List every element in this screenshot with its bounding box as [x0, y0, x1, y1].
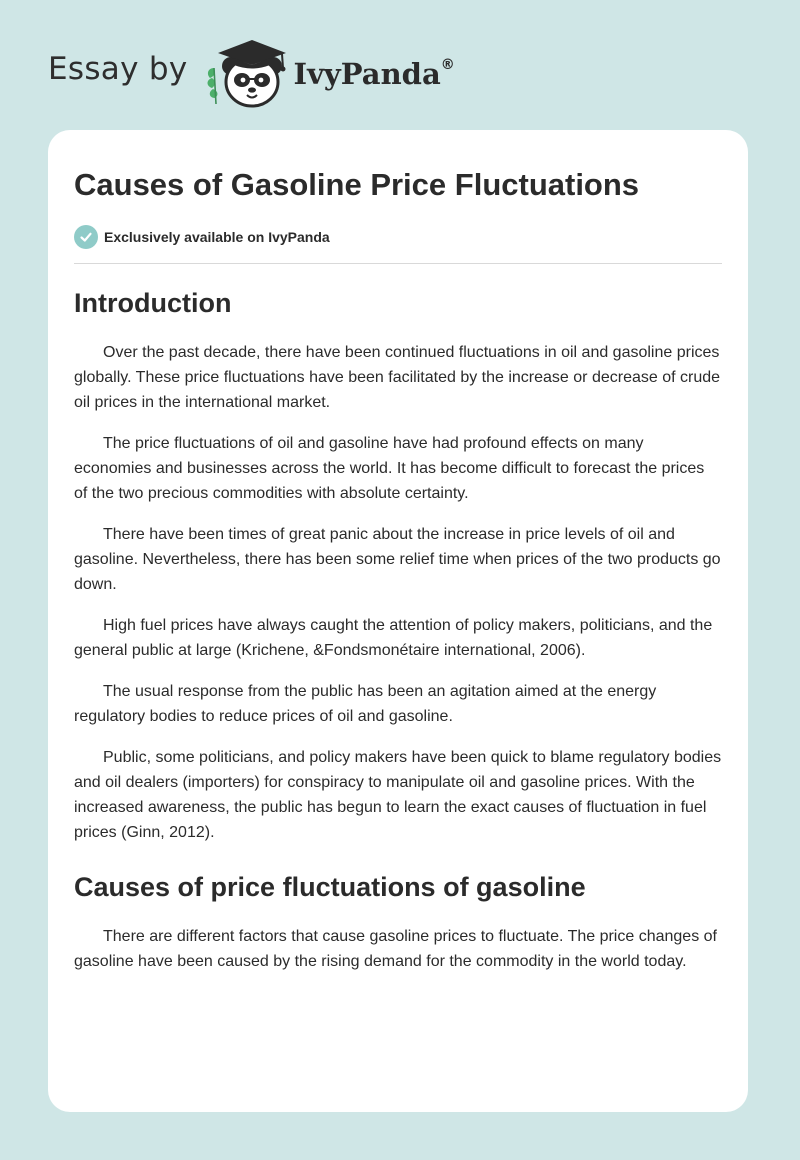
paragraph: There have been times of great panic about the increase in price levels of oil and gasoline. Nevertheless, there has been some relief time when prices of the two products go down.: [74, 526, 721, 593]
exclusive-label: Exclusively available on IvyPanda: [104, 229, 330, 245]
checkmark-icon: [74, 225, 98, 249]
exclusive-badge: [74, 224, 722, 250]
panda-graduate-icon: [204, 34, 292, 110]
section-heading-introduction: Introduction: [74, 288, 232, 318]
essay-title: Causes of Gasoline Price Fluctuations: [74, 167, 640, 202]
title-divider: [74, 263, 722, 264]
paragraph: High fuel prices have always caught the attention of policy makers, politicians, and the general public at large (Krichene, &Fondsmonétaire international, 2006).: [74, 617, 713, 659]
essay-card: [48, 130, 748, 1112]
brand-prefix: Essay by: [48, 51, 188, 87]
paragraph: Public, some politicians, and policy makers have been quick to blame regulatory bodies and oil dealers (importers) for conspiracy to manipulate oil and gasoline prices. With the increased awareness, the public has begun to learn the exact causes of fluctuation in fuel prices (Ginn, 2012).: [74, 749, 722, 841]
paragraph: The price fluctuations of oil and gasoline have had profound effects on many economies and businesses across the world. It has become difficult to forecast the prices of the two precious commodities with absolute certainty.: [74, 435, 705, 502]
paragraph: Over the past decade, there have been continued fluctuations in oil and gasoline prices globally. These price fluctuations have been facilitated by the increase or decrease of crude oil prices in the international market.: [74, 344, 721, 411]
registered-mark: ®: [440, 57, 455, 74]
paragraph: The usual response from the public has been an agitation aimed at the energy regulatory bodies to reduce prices of oil and gasoline.: [74, 683, 657, 725]
site-header: [48, 34, 455, 110]
brand-name: IvyPanda®: [293, 57, 455, 91]
paragraph: There are different factors that cause gasoline prices to fluctuate. The price changes of gasoline have been caused by the rising demand for the commodity in the world today.: [74, 928, 717, 970]
section-heading-causes: Causes of price fluctuations of gasoline: [74, 872, 586, 902]
